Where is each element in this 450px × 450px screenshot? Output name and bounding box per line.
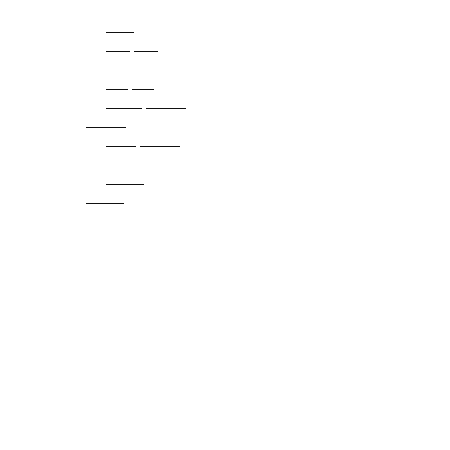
exercise-8 bbox=[104, 136, 182, 151]
answer-blank[interactable] bbox=[106, 136, 136, 147]
exercise-7 bbox=[104, 98, 188, 113]
answer-blank[interactable] bbox=[106, 22, 134, 33]
exercise-5 bbox=[104, 41, 160, 56]
answer-blank[interactable] bbox=[86, 193, 124, 204]
exercise-9-cont bbox=[86, 193, 126, 208]
answer-blank[interactable] bbox=[106, 79, 128, 90]
answer-blank[interactable] bbox=[106, 41, 130, 52]
answer-blank[interactable] bbox=[146, 98, 186, 109]
answer-blank[interactable] bbox=[140, 136, 180, 147]
exercise-4 bbox=[104, 22, 136, 37]
answer-blank[interactable] bbox=[106, 98, 142, 109]
exercise-6 bbox=[104, 79, 156, 94]
answer-blank[interactable] bbox=[134, 41, 158, 52]
answer-blank[interactable] bbox=[86, 117, 126, 128]
answer-blank[interactable] bbox=[132, 79, 154, 90]
answer-blank[interactable] bbox=[106, 174, 144, 185]
exercise-7-cont bbox=[86, 117, 128, 132]
exercise-9 bbox=[104, 174, 146, 189]
